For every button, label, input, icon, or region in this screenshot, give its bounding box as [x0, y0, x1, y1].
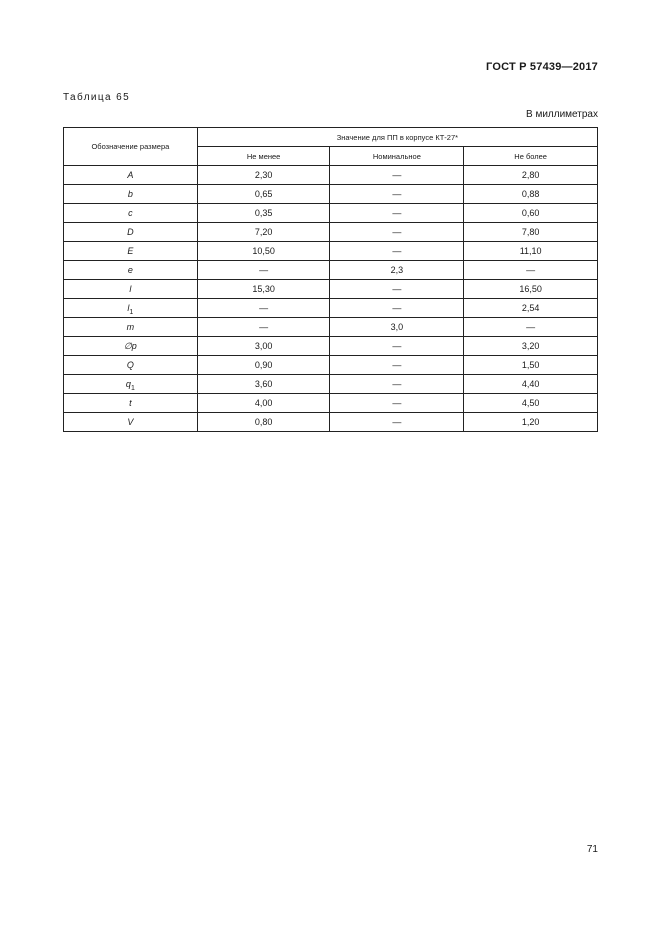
- designation-symbol: q: [125, 379, 131, 389]
- units-note: В миллиметрах: [526, 109, 598, 120]
- designation-subscript: 1: [129, 309, 134, 316]
- nominal-value-cell: —: [330, 204, 464, 223]
- designation-cell: [64, 375, 198, 394]
- designation-subscript: 1: [130, 385, 135, 392]
- max-value-cell: —: [464, 261, 598, 280]
- max-value-cell: 2,54: [464, 299, 598, 318]
- designation-symbol: E: [127, 246, 134, 256]
- designation-symbol: l: [127, 303, 130, 313]
- nominal-value-cell: —: [330, 356, 464, 375]
- designation-cell: [64, 223, 198, 242]
- min-value-cell: 0,35: [197, 204, 330, 223]
- max-value-cell: 0,88: [464, 185, 598, 204]
- min-value-cell: 3,00: [197, 337, 330, 356]
- min-value-cell: —: [197, 261, 330, 280]
- nominal-value-cell: —: [330, 223, 464, 242]
- designation-symbol: m: [126, 322, 135, 332]
- designation-symbol: t: [129, 398, 132, 408]
- table-row: [64, 185, 598, 204]
- nominal-value-cell: 2,3: [330, 261, 464, 280]
- nominal-value-cell: —: [330, 280, 464, 299]
- min-value-cell: —: [197, 299, 330, 318]
- table-row: [64, 356, 598, 375]
- min-value-cell: 0,80: [197, 413, 330, 432]
- table-row: [64, 280, 598, 299]
- designation-symbol: l: [129, 284, 132, 294]
- table-title: Таблица 65: [63, 92, 131, 103]
- table-row: [64, 337, 598, 356]
- max-value-cell: 4,50: [464, 394, 598, 413]
- nominal-value-cell: —: [330, 242, 464, 261]
- min-value-cell: 0,90: [197, 356, 330, 375]
- designation-cell: [64, 318, 198, 337]
- table-row: [64, 413, 598, 432]
- table-row: [64, 375, 598, 394]
- designation-symbol: V: [127, 417, 134, 427]
- designation-cell: [64, 261, 198, 280]
- designation-cell: [64, 280, 198, 299]
- document-code: ГОСТ Р 57439—2017: [486, 61, 598, 73]
- max-value-cell: 4,40: [464, 375, 598, 394]
- nominal-value-cell: —: [330, 166, 464, 185]
- designation-symbol: e: [127, 265, 133, 275]
- designation-symbol: c: [128, 208, 133, 218]
- table-row: [64, 318, 598, 337]
- table-row: [64, 223, 598, 242]
- min-value-cell: 0,65: [197, 185, 330, 204]
- designation-symbol: b: [127, 189, 133, 199]
- table-row: [64, 242, 598, 261]
- nominal-value-cell: —: [330, 413, 464, 432]
- nominal-value-cell: —: [330, 394, 464, 413]
- column-header-nominal: Номинальное: [330, 147, 464, 166]
- max-value-cell: 16,50: [464, 280, 598, 299]
- nominal-value-cell: —: [330, 375, 464, 394]
- min-value-cell: 10,50: [197, 242, 330, 261]
- nominal-value-cell: —: [330, 337, 464, 356]
- designation-symbol: A: [127, 170, 134, 180]
- designation-symbol: ∅p: [123, 340, 137, 351]
- designation-symbol: D: [127, 227, 134, 237]
- designation-symbol: Q: [126, 360, 134, 370]
- max-value-cell: 0,60: [464, 204, 598, 223]
- min-value-cell: 4,00: [197, 394, 330, 413]
- max-value-cell: 1,20: [464, 413, 598, 432]
- column-header-designation: Обозначение размера: [64, 128, 198, 166]
- designation-cell: [64, 337, 198, 356]
- designation-cell: [64, 166, 198, 185]
- max-value-cell: 7,80: [464, 223, 598, 242]
- designation-cell: [64, 394, 198, 413]
- designation-cell: [64, 299, 198, 318]
- column-header-max: Не более: [464, 147, 598, 166]
- max-value-cell: 1,50: [464, 356, 598, 375]
- max-value-cell: —: [464, 318, 598, 337]
- designation-cell: [64, 242, 198, 261]
- designation-cell: [64, 356, 198, 375]
- min-value-cell: 2,30: [197, 166, 330, 185]
- designation-cell: [64, 413, 198, 432]
- designation-cell: [64, 185, 198, 204]
- column-header-min: Не менее: [197, 147, 330, 166]
- designation-cell: [64, 204, 198, 223]
- column-group-header-value: Значение для ПП в корпусе КТ-27*: [197, 128, 597, 147]
- min-value-cell: 7,20: [197, 223, 330, 242]
- table-row: [64, 204, 598, 223]
- dimensions-table: [63, 127, 598, 432]
- nominal-value-cell: 3,0: [330, 318, 464, 337]
- table-row: [64, 166, 598, 185]
- max-value-cell: 3,20: [464, 337, 598, 356]
- min-value-cell: —: [197, 318, 330, 337]
- min-value-cell: 3,60: [197, 375, 330, 394]
- nominal-value-cell: —: [330, 299, 464, 318]
- page-number: 71: [586, 844, 598, 855]
- nominal-value-cell: —: [330, 185, 464, 204]
- table-row: [64, 299, 598, 318]
- min-value-cell: 15,30: [197, 280, 330, 299]
- table-row: [64, 394, 598, 413]
- max-value-cell: 11,10: [464, 242, 598, 261]
- table-body: [64, 166, 598, 432]
- table-row: [64, 261, 598, 280]
- max-value-cell: 2,80: [464, 166, 598, 185]
